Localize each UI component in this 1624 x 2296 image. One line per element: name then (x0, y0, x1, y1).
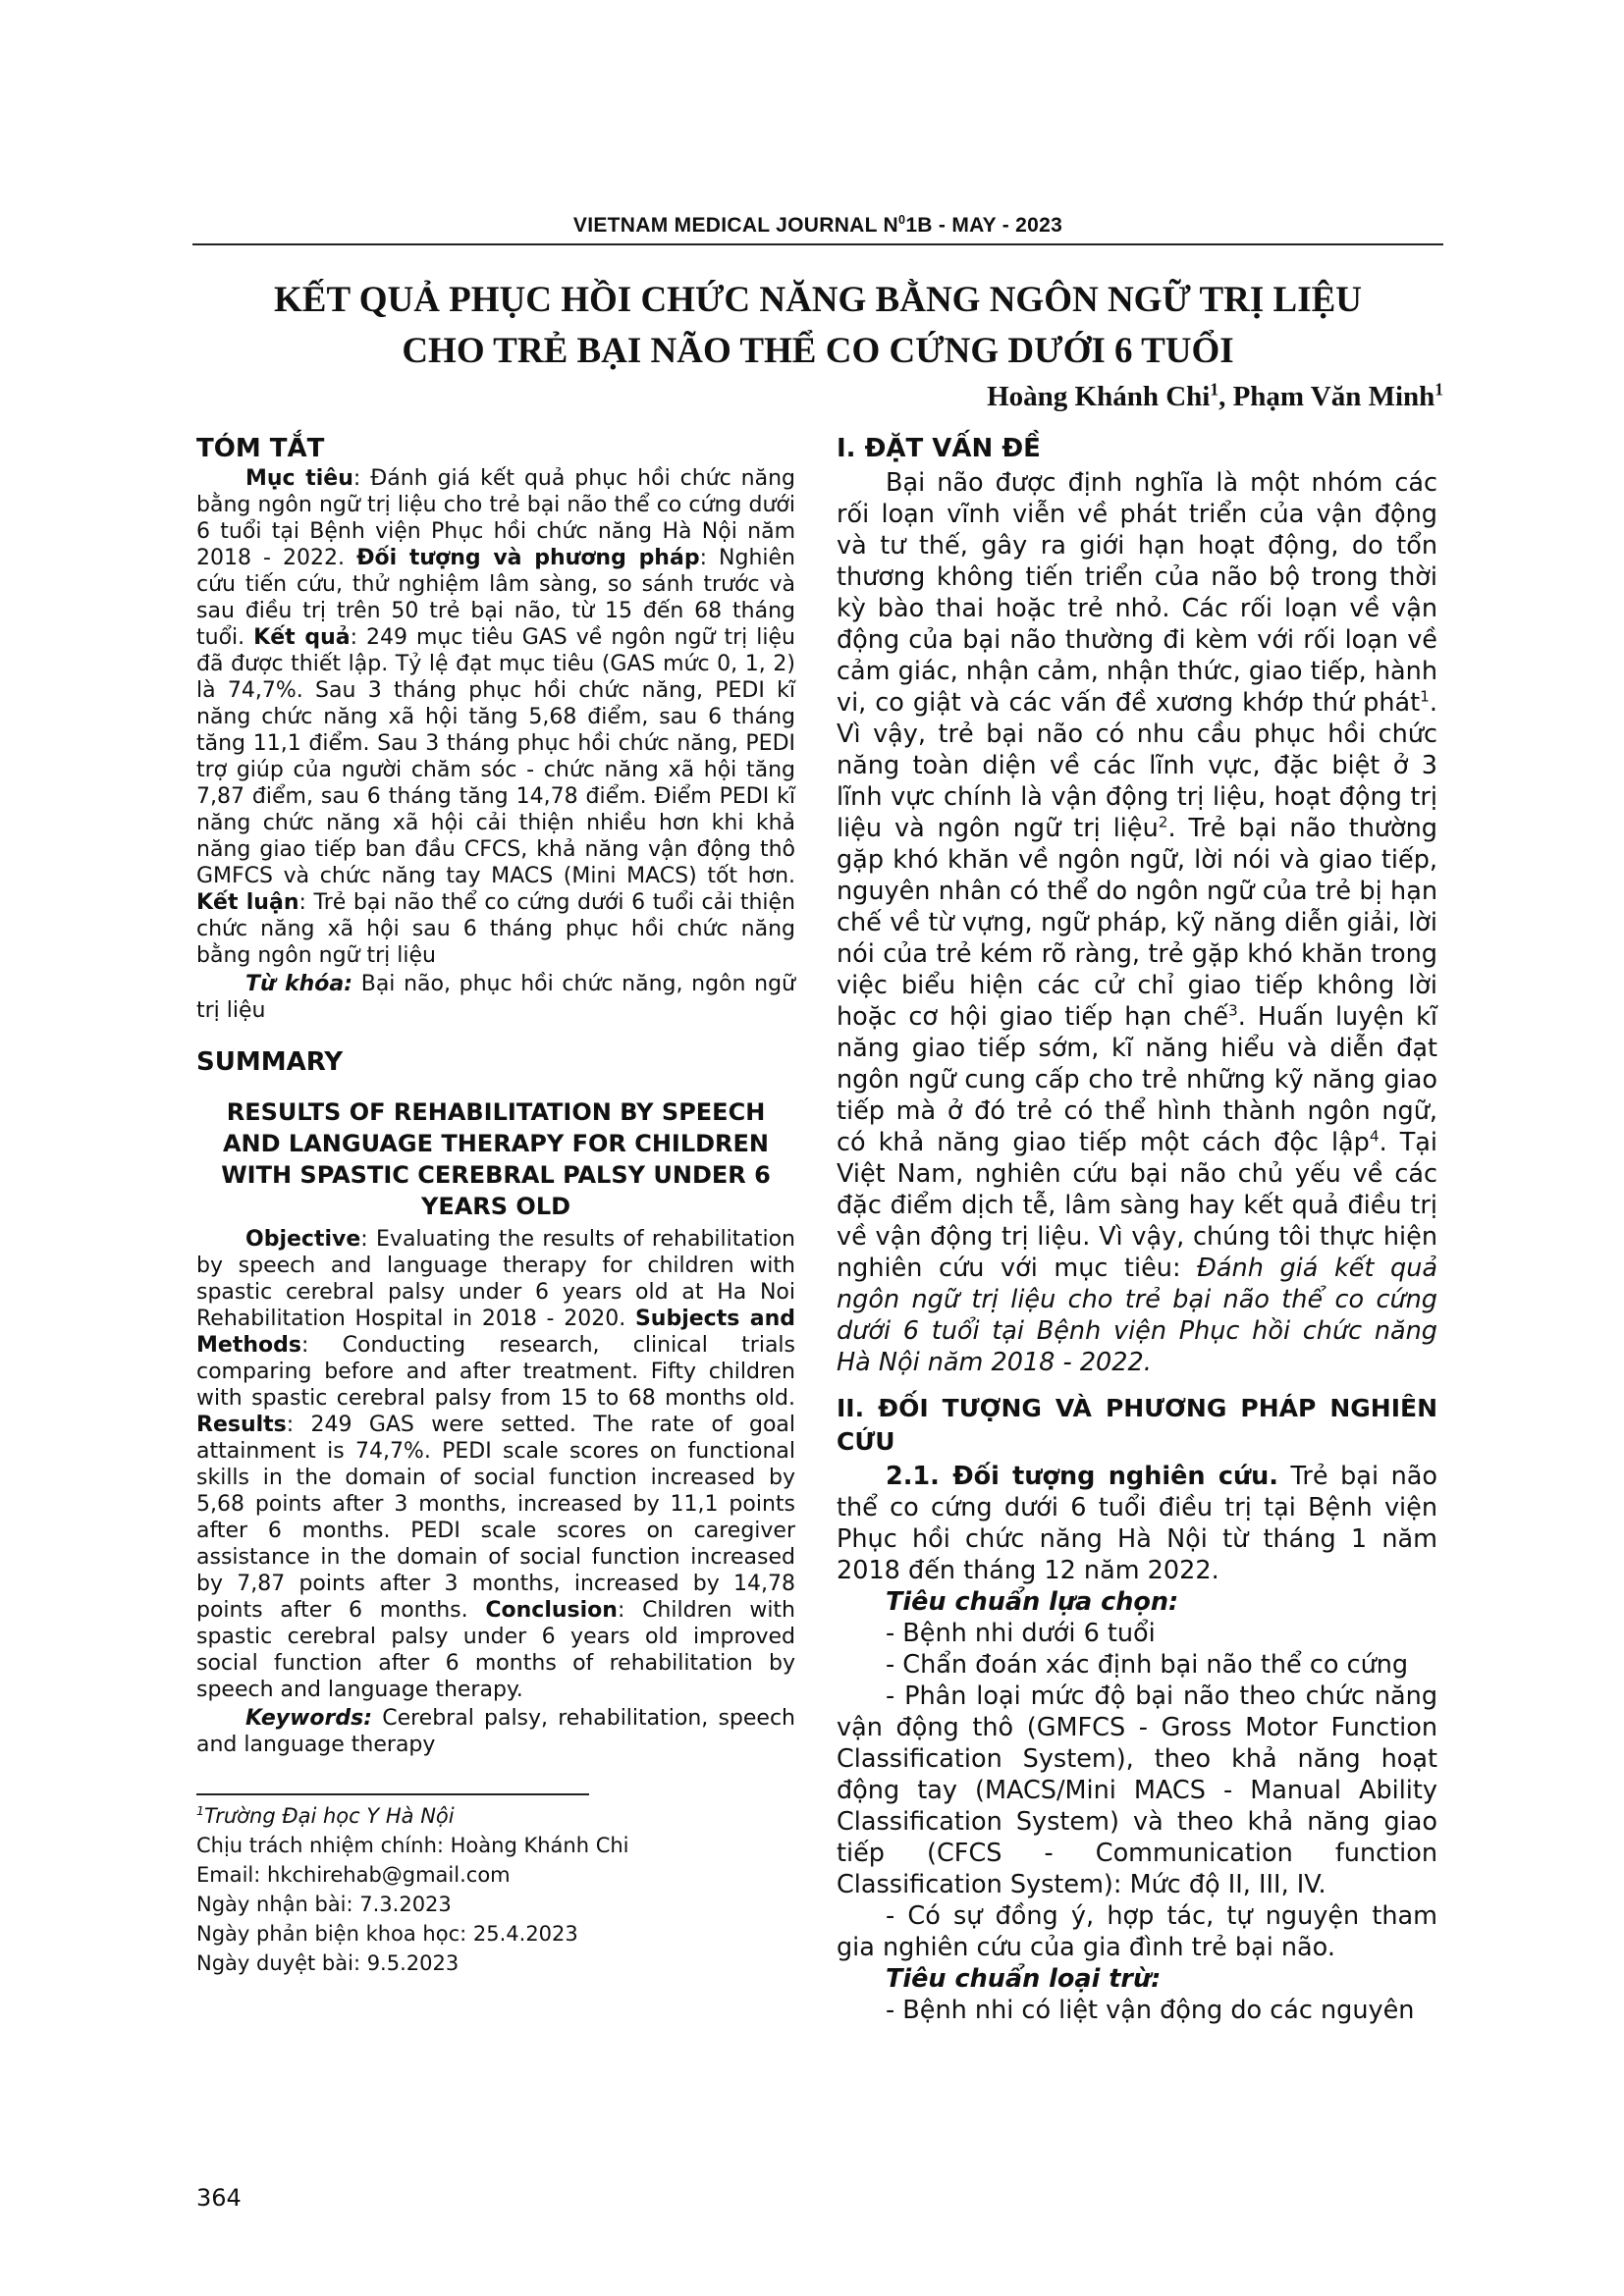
page-number: 364 (196, 2184, 242, 2212)
intro-text-b: . Vì vậy, trẻ bại não có nhu cầu phục hồi chức năng toàn diện về các lĩnh vực, đặc biệt ở 3 lĩnh vực chính là vận động trị liệu, hoạt động trị liệu và ngôn ngữ trị liệu (837, 688, 1437, 843)
footnote-received: Ngày nhận bài: 7.3.2023 (196, 1893, 452, 1916)
citation-4: 4 (1369, 1127, 1380, 1146)
journal-name: VIETNAM MEDICAL JOURNAL N (572, 214, 898, 237)
inclusion-item-2: - Chẩn đoán xác định bại não thể co cứng (886, 1650, 1409, 1680)
footnote-corresponding: Chịu trách nhiệm chính: Hoàng Khánh Chi (196, 1834, 629, 1857)
authors (987, 381, 1443, 413)
abstract-en-body (196, 1226, 795, 1703)
summary-title: RESULTS OF REHABILITATION BY SPEECH AND LANGUAGE THERAPY FOR CHILDREN WITH SPASTIC CEREBRAL PALSY UNDER 6 YEARS OLD (221, 1098, 771, 1220)
inclusion-item-1: - Bệnh nhi dưới 6 tuổi (886, 1619, 1156, 1648)
methods-text-vi: : Nghiên cứu tiến cứu, thử nghiệm lâm sàng, so sánh trước và sau điều trị trên 50 trẻ bại não, từ 15 đến 68 tháng tuổi. (196, 546, 796, 650)
footnote-reviewed: Ngày phản biện khoa học: 25.4.2023 (196, 1922, 578, 1946)
author-1: Hoàng Khánh Chi (987, 381, 1211, 412)
results-label-en: Results (196, 1413, 287, 1437)
exclusion-criteria-title: Tiêu chuẩn loại trừ: (886, 1964, 1162, 1994)
journal-number-sup: 0 (898, 213, 906, 227)
author-2: Phạm Văn Minh (1232, 381, 1435, 412)
results-text-en: : 249 GAS were setted. The rate of goal attainment is 74,7%. PEDI scale scores on functional skills in the domain of social function increased by 5,68 points after 3 months, increased by 11,1 points after 6 months. PEDI scale scores on caregiver assistance in the domain of social function increased by 7,87 points after 3 months, increased by 14,78 points after 6 months. (196, 1413, 795, 1623)
inclusion-item-4: - Có sự đồng ý, hợp tác, tự nguyện tham gia nghiên cứu của gia đình trẻ bại não. (837, 1901, 1437, 1962)
conclusion-label-vi: Kết luận (196, 890, 299, 915)
abstract-vi-heading: TÓM TẮT (196, 434, 325, 463)
keywords-label-en: Keywords: (245, 1706, 373, 1731)
intro-text-d: . Huấn luyện kĩ năng giao tiếp sớm, kĩ năng hiểu và diễn đạt ngôn ngữ cung cấp cho trẻ những kỹ năng giao tiếp mà ở đó trẻ có thể hình thành ngôn ngữ, có khả năng giao tiếp một cách độc lập (837, 1002, 1437, 1157)
methods-text-en: : Conducting research, clinical trials comparing before and after treatment. Fifty children with spastic cerebral palsy from 15 to 68 months old. (196, 1333, 795, 1411)
inclusion-item-3: - Phân loại mức độ bại não theo chức năng vận động thô (GMFCS - Gross Motor Function Classification System), theo khả năng hoạt động tay (MACS/Mini MACS - Manual Ability Classification System) và theo khả năng giao tiếp (CFCS - Communication function Classification System): Mức độ II, III, IV. (837, 1682, 1437, 1899)
footnote-email: Email: hkchirehab@gmail.com (196, 1863, 511, 1887)
results-label-vi: Kết quả (253, 625, 351, 650)
author-1-affil: 1 (1210, 379, 1219, 400)
intro-paragraph (837, 467, 1437, 1378)
keywords-vi (196, 971, 795, 1024)
inclusion-criteria-title: Tiêu chuẩn lựa chọn: (886, 1587, 1179, 1617)
footnotes (196, 1801, 795, 1978)
keywords-label-vi: Từ khóa: (245, 972, 353, 996)
exclusion-item-1: - Bệnh nhi có liệt vận động do các nguyên (886, 1996, 1415, 2025)
methods-heading: II. ĐỐI TƯỢNG VÀ PHƯƠNG PHÁP NGHIÊN CỨU (837, 1394, 1437, 1456)
subjects-paragraph (837, 1461, 1437, 1586)
keywords-en (196, 1705, 795, 1758)
footnote-divider (196, 1793, 589, 1795)
journal-header (192, 214, 1443, 245)
subjects-label: 2.1. Đối tượng nghiên cứu. (886, 1462, 1278, 1491)
left-column (196, 432, 795, 1978)
objective-label-vi: Mục tiêu (245, 466, 353, 491)
objective-label-en: Objective (245, 1227, 361, 1252)
footnote-affil-sup: 1 (196, 1803, 205, 1818)
conclusion-text-vi: : Trẻ bại não thể co cứng dưới 6 tuổi cải thiện chức năng xã hội sau 6 tháng phục hồi chức năng bằng ngôn ngữ trị liệu (196, 890, 795, 968)
keywords-text-vi: Bại não, phục hồi chức năng, ngôn ngữ trị liệu (196, 972, 795, 1023)
results-text-vi: : 249 mục tiêu GAS về ngôn ngữ trị liệu đã được thiết lập. Tỷ lệ đạt mục tiêu (GAS mức 0, 1, 2) là 74,7%. Sau 3 tháng phục hồi chức năng, PEDI kĩ năng chức năng xã hội tăng 5,68 điểm, sau 6 tháng tăng 11,1 điểm. Sau 3 tháng phục hồi chức năng, PEDI trợ giúp của người chăm sóc - chức năng xã hội tăng 7,87 điểm, sau 6 tháng tăng 14,78 điểm. Điểm PEDI kĩ năng chức năng xã hội cải thiện nhiều hơn khi khả năng giao tiếp ban đầu CFCS, khả năng vận động thô GMFCS và chức năng tay MACS (Mini MACS) tốt hơn. (196, 625, 796, 888)
citation-3: 3 (1228, 1001, 1238, 1020)
footnote-affil-text: Trường Đại học Y Hà Nội (204, 1804, 455, 1828)
footnote-accepted: Ngày duyệt bài: 9.5.2023 (196, 1951, 460, 1975)
methods-label-vi: Đối tượng và phương pháp (356, 546, 700, 570)
intro-text-c: . Trẻ bại não thường gặp khó khăn về ngôn ngữ, lời nói và giao tiếp, nguyên nhân có thể do ngôn ngữ của trẻ bị hạn chế về từ vựng, ngữ pháp, kỹ năng diễn giải, lời nói của trẻ kém rõ ràng, trẻ gặp khó khăn trong việc biểu hiện các cử chỉ giao tiếp không lời hoặc cơ hội giao tiếp hạn chế (837, 814, 1437, 1032)
journal-issue: 1B - MAY - 2023 (905, 214, 1063, 237)
subjects-text: Trẻ bại não thể co cứng dưới 6 tuổi điều trị tại Bệnh viện Phục hồi chức năng Hà Nội từ tháng 1 năm 2018 đến tháng 12 năm 2022. (837, 1462, 1437, 1585)
citation-2: 2 (1158, 813, 1168, 831)
title-line-1: KẾT QUẢ PHỤC HỒI CHỨC NĂNG BẰNG NGÔN NGỮ TRỊ LIỆU (273, 280, 1363, 320)
author-2-affil: 1 (1435, 379, 1443, 400)
title-line-2: CHO TRẺ BẠI NÃO THỂ CO CỨNG DƯỚI 6 TUỔI (402, 331, 1234, 371)
intro-text-e: . Tại Việt Nam, nghiên cứu bại não chủ yếu về các đặc điểm dịch tễ, lâm sàng hay kết quả điều trị về vận động trị liệu. Vì vậy, chúng tôi thực hiện nghiên cứu với mục tiêu: (837, 1128, 1438, 1283)
study-aim: Đánh giá kết quả ngôn ngữ trị liệu cho trẻ bại não thể co cứng dưới 6 tuổi tại Bệnh viện Phục hồi chức năng Hà Nội năm 2018 - 2022. (837, 1254, 1437, 1377)
right-column (837, 432, 1437, 2026)
abstract-vi-body (196, 465, 795, 969)
conclusion-label-en: Conclusion (485, 1598, 618, 1623)
author-separator: , (1218, 381, 1233, 412)
conclusion-text-en: : Children with spastic cerebral palsy under 6 years old improved social function after 6 months of rehabilitation by speech and language therapy. (196, 1598, 795, 1702)
methods-label-en: Subjects and Methods (196, 1307, 795, 1358)
objective-text-vi: : Đánh giá kết quả phục hồi chức năng bằng ngôn ngữ trị liệu cho trẻ bại não thể co cứng dưới 6 tuổi tại Bệnh viện Phục hồi chức năng Hà Nội năm 2018 - 2022. (196, 466, 795, 570)
intro-text-a: Bại não được định nghĩa là một nhóm các rối loạn vĩnh viễn về phát triển của vận động và tư thế, gây ra giới hạn hoạt động, do tổn thương không tiến triển của não bộ trong thời kỳ bào thai hoặc trẻ nhỏ. Các rối loạn về vận động của bại não thường đi kèm với rối loạn về cảm giác, nhận cảm, nhận thức, giao tiếp, hành vi, co giật và các vấn đề xương khớp thứ phát (837, 468, 1437, 718)
objective-text-en: : Evaluating the results of rehabilitation by speech and language therapy for children with spastic cerebral palsy under 6 years old at Ha Noi Rehabilitation Hospital in 2018 - 2020. (196, 1227, 795, 1331)
intro-heading: I. ĐẶT VẤN ĐỀ (837, 434, 1041, 463)
article-title (192, 275, 1443, 377)
citation-1: 1 (1420, 687, 1430, 706)
footnote-affiliation (196, 1801, 795, 1831)
summary-heading: SUMMARY (196, 1047, 344, 1077)
keywords-text-en: Cerebral palsy, rehabilitation, speech and language therapy (196, 1706, 795, 1757)
